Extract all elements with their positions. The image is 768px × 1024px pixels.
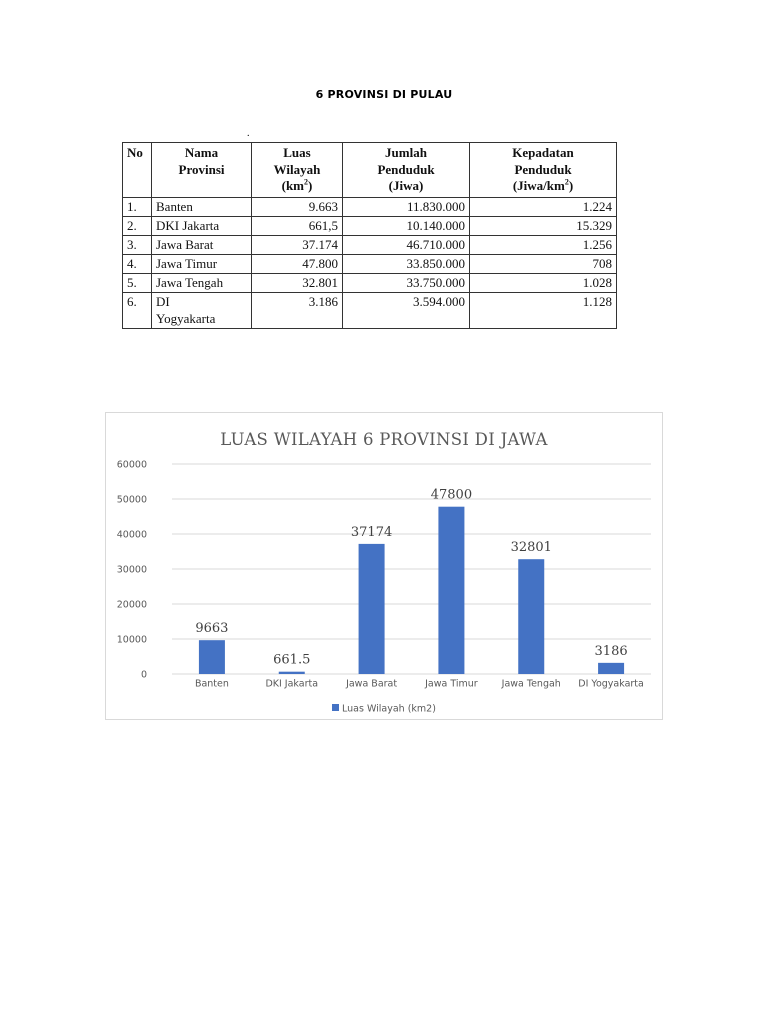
stray-dot: . bbox=[247, 128, 250, 139]
cell-luas: 37.174 bbox=[252, 235, 343, 254]
y-tick-label: 0 bbox=[140, 669, 147, 681]
bar bbox=[438, 507, 464, 674]
x-tick-label: Jawa Tengah bbox=[501, 678, 561, 690]
header-luas-wilayah: Luas Wilayah $(km^2)$ bbox=[252, 143, 343, 198]
chart-data-labels bbox=[195, 488, 627, 668]
cell-kepadatan: 15.329 bbox=[470, 216, 617, 235]
chart-y-axis bbox=[117, 460, 147, 681]
data-label: 9663 bbox=[195, 621, 229, 637]
province-table-image bbox=[112, 130, 644, 345]
chart-bars bbox=[199, 507, 624, 674]
chart-x-axis bbox=[195, 679, 644, 690]
header-nama-provinsi: Nama Provinsi bbox=[152, 143, 252, 198]
cell-nama: Banten bbox=[152, 197, 252, 216]
x-tick-label: Jawa Barat bbox=[346, 678, 398, 690]
table-row bbox=[123, 216, 617, 235]
table-row bbox=[123, 273, 617, 292]
chart-gridlines bbox=[172, 464, 651, 674]
bar bbox=[359, 544, 385, 674]
header-jumlah-penduduk: Jumlah Penduduk (Jiwa) bbox=[343, 143, 470, 198]
y-tick-label: 40000 bbox=[116, 529, 147, 541]
y-tick-label: 30000 bbox=[116, 564, 147, 576]
table-header-row bbox=[123, 143, 617, 198]
header-no: No bbox=[123, 143, 152, 198]
chart-title: LUAS WILAYAH 6 PROVINSI DI JAWA bbox=[220, 430, 548, 449]
province-table bbox=[122, 142, 617, 329]
cell-kepadatan: 1.256 bbox=[470, 235, 617, 254]
cell-jumlah: 3.594.000 bbox=[343, 292, 470, 328]
cell-no: 3. bbox=[123, 235, 152, 254]
y-tick-label: 50000 bbox=[116, 494, 147, 506]
cell-nama: Jawa Barat bbox=[152, 235, 252, 254]
cell-nama: Jawa Timur bbox=[152, 254, 252, 273]
x-tick-label: DI Yogyakarta bbox=[578, 678, 644, 690]
cell-kepadatan: 1.028 bbox=[470, 273, 617, 292]
cell-jumlah: 46.710.000 bbox=[343, 235, 470, 254]
bar bbox=[598, 663, 624, 674]
cell-luas: 661,5 bbox=[252, 216, 343, 235]
cell-no: 5. bbox=[123, 273, 152, 292]
cell-no: 2. bbox=[123, 216, 152, 235]
bar bbox=[199, 640, 225, 674]
cell-kepadatan: 1.224 bbox=[470, 197, 617, 216]
cell-jumlah: 33.850.000 bbox=[343, 254, 470, 273]
cell-luas: 47.800 bbox=[252, 254, 343, 273]
chart-svg bbox=[106, 413, 662, 719]
x-tick-label: DKI Jakarta bbox=[265, 678, 319, 690]
cell-luas: 9.663 bbox=[252, 197, 343, 216]
table-row bbox=[123, 235, 617, 254]
x-tick-label: Jawa Timur bbox=[425, 678, 478, 690]
data-label: 3186 bbox=[594, 643, 628, 659]
legend-swatch bbox=[332, 704, 339, 711]
cell-jumlah: 11.830.000 bbox=[343, 197, 470, 216]
cell-no: 1. bbox=[123, 197, 152, 216]
cell-no: 4. bbox=[123, 254, 152, 273]
cell-no: 6. bbox=[123, 292, 152, 328]
cell-nama: DKI Jakarta bbox=[152, 216, 252, 235]
cell-nama: Jawa Tengah bbox=[152, 273, 252, 292]
cell-luas: 3.186 bbox=[252, 292, 343, 328]
data-label: 37174 bbox=[350, 524, 393, 540]
page-title: 6 PROVINSI DI PULAU bbox=[315, 88, 453, 101]
data-label: 32801 bbox=[510, 540, 552, 556]
legend-label: Luas Wilayah (km2) bbox=[342, 703, 436, 715]
table-row bbox=[123, 197, 617, 216]
y-tick-label: 60000 bbox=[116, 459, 147, 471]
y-tick-label: 20000 bbox=[116, 599, 147, 611]
data-label: 47800 bbox=[430, 487, 473, 503]
data-label: 661.5 bbox=[273, 652, 311, 668]
y-tick-label: 10000 bbox=[116, 634, 147, 646]
cell-jumlah: 10.140.000 bbox=[343, 216, 470, 235]
table-row bbox=[123, 292, 617, 328]
bar bbox=[279, 672, 305, 674]
table-row bbox=[123, 254, 617, 273]
chart-legend bbox=[332, 704, 436, 715]
cell-luas: 32.801 bbox=[252, 273, 343, 292]
bar-chart bbox=[105, 412, 663, 720]
cell-nama: DI Yogyakarta bbox=[152, 292, 252, 328]
cell-kepadatan: 708 bbox=[470, 254, 617, 273]
x-tick-label: Banten bbox=[194, 678, 229, 690]
header-kepadatan-penduduk: Kepadatan Penduduk $(Jiwa/km^2)$ bbox=[470, 143, 617, 198]
cell-kepadatan: 1.128 bbox=[470, 292, 617, 328]
cell-jumlah: 33.750.000 bbox=[343, 273, 470, 292]
bar bbox=[518, 559, 544, 674]
